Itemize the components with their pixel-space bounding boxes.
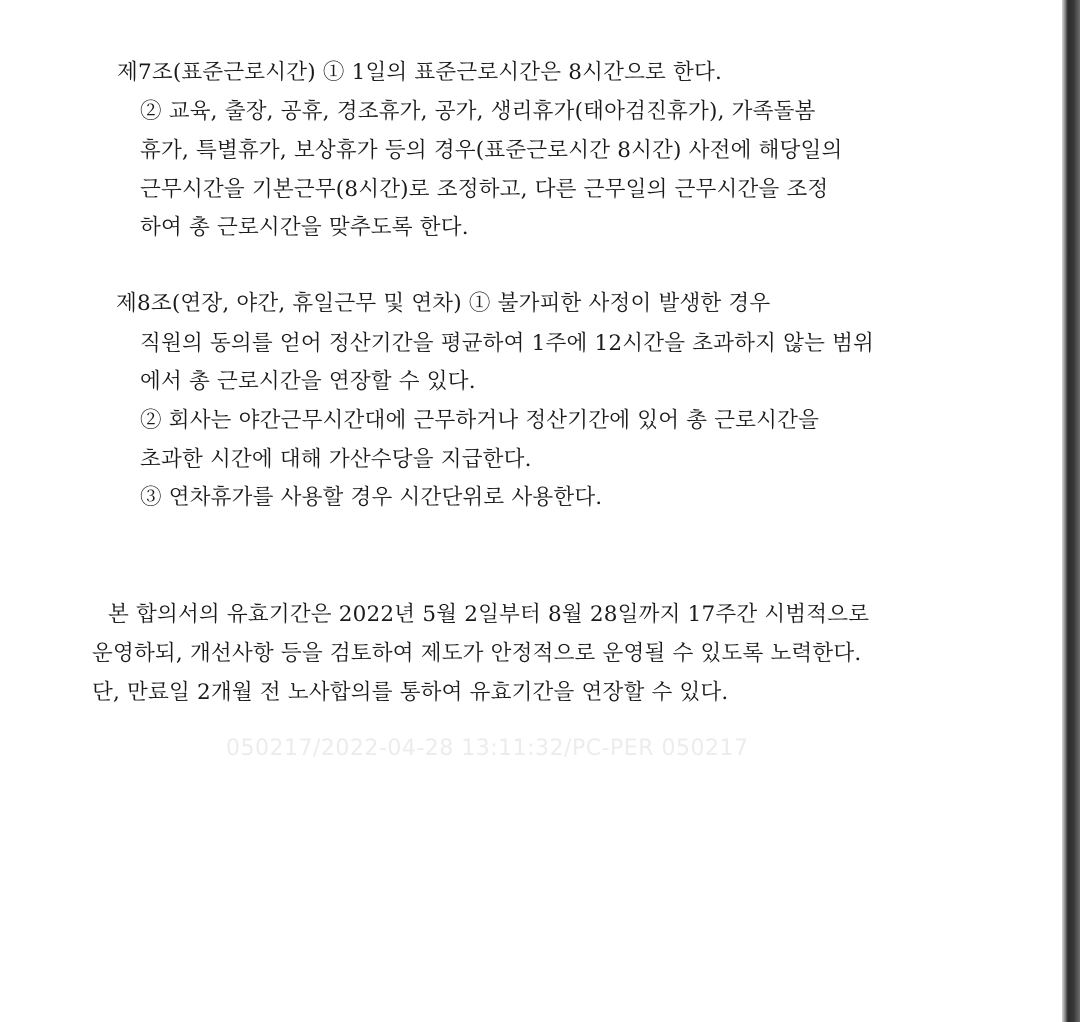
print-watermark: 050217/2022-04-28 13:11:32/PC-PER 050217 (226, 736, 749, 761)
article7-line5: 하여 총 근로시간을 맞추도록 한다. (140, 215, 469, 240)
validity-line1: 본 합의서의 유효기간은 2022년 5월 2일부터 8월 28일까지 17주간 시범적으로 (108, 602, 870, 627)
scan-edge-border (1062, 0, 1080, 1022)
article8-line6: ③ 연차휴가를 사용할 경우 시간단위로 사용한다. (140, 485, 603, 510)
article7-line3: 휴가, 특별휴가, 보상휴가 등의 경우(표준근로시간 8시간) 사전에 해당일의 (140, 138, 843, 163)
article7-line2: ② 교육, 출장, 공휴, 경조휴가, 공가, 생리휴가(태아검진휴가), 가족돌봄 (140, 99, 816, 124)
article8-line1: 제8조(연장, 야간, 휴일근무 및 연차) ① 불가피한 사정이 발생한 경우 (116, 291, 771, 316)
validity-line3: 단, 만료일 2개월 전 노사합의를 통하여 유효기간을 연장할 수 있다. (92, 680, 729, 705)
validity-line2: 운영하되, 개선사항 등을 검토하여 제도가 안정적으로 운영될 수 있도록 노력한다. (92, 641, 862, 666)
article7-line1: 제7조(표준근로시간) ① 1일의 표준근로시간은 8시간으로 한다. (117, 60, 723, 85)
article7-line4: 근무시간을 기본근무(8시간)로 조정하고, 다른 근무일의 근무시간을 조정 (140, 177, 829, 202)
article8-line2: 직원의 동의를 얻어 정산기간을 평균하여 1주에 12시간을 초과하지 않는 범위 (140, 331, 875, 356)
article8-line5: 초과한 시간에 대해 가산수당을 지급한다. (140, 447, 532, 472)
article8-line4: ② 회사는 야간근무시간대에 근무하거나 정산기간에 있어 총 근로시간을 (140, 408, 820, 433)
article8-line3: 에서 총 근로시간을 연장할 수 있다. (140, 369, 476, 394)
